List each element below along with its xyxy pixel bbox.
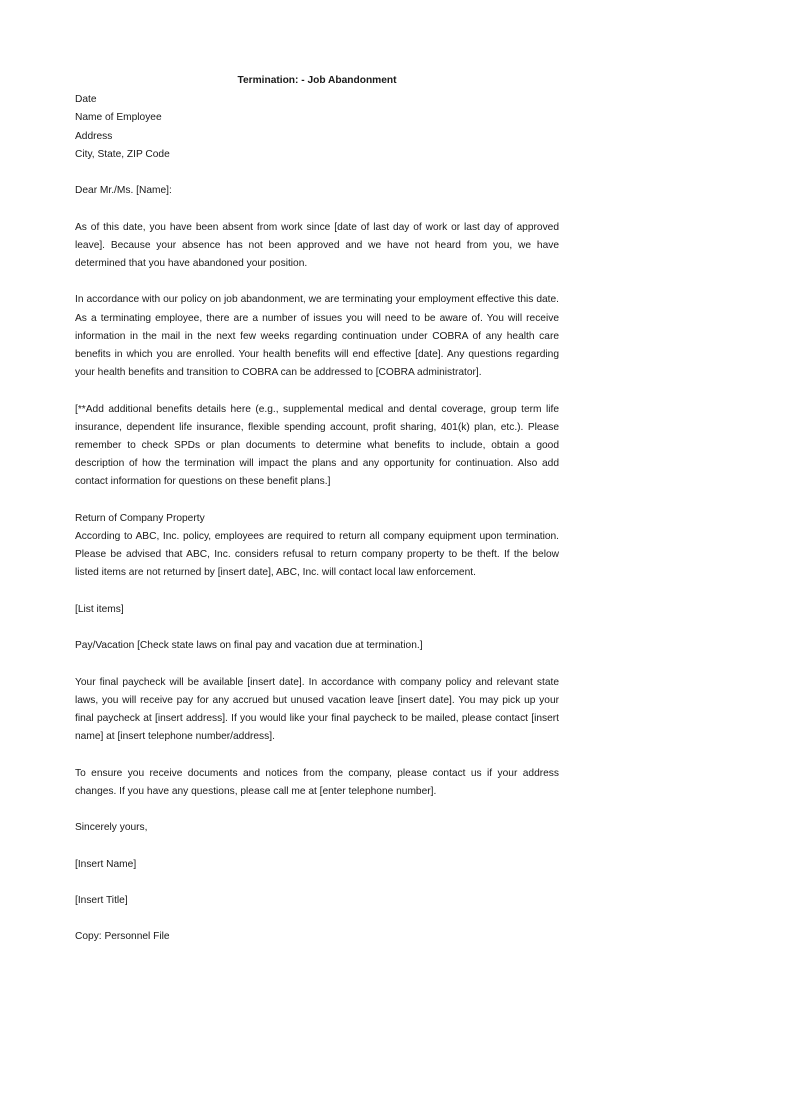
address-street: Address	[75, 130, 113, 142]
paragraph-paycheck: Your final paycheck will be available [insert date]. In accordance with company policy and relevant state laws, you will receive pay for any accrued but unused vacation leave [insert date]. You may pick up your final paycheck at [insert address]. If you would like your final paycheck to be mailed, please contact [insert name] at [insert telephone number/address].	[75, 676, 559, 743]
document-title: Termination: - Job Abandonment	[237, 75, 397, 86]
paragraph-policy: In accordance with our policy on job abandonment, we are terminating your employment effective this date. As a terminating employee, there are a number of issues you will need to be aware of. You will receive information in the mail in the next few weeks regarding continuation under COBRA of any health care benefits in which you are enrolled. Your health benefits will end effective [date]. Any questions regarding your health benefits and transition to COBRA can be addressed to [COBRA administrator].	[75, 294, 559, 379]
address-city-state-zip: City, State, ZIP Code	[75, 148, 170, 160]
paragraph-contact: To ensure you receive documents and notices from the company, please contact us if your address changes. If you have any questions, please call me at [enter telephone number].	[75, 767, 559, 797]
paragraph-benefits-note: [**Add additional benefits details here (e.g., supplemental medical and dental coverage, group term life insurance, dependent life insurance, flexible spending account, profit sharing, 401(k) plan, etc.). Please remember to check SPDs or plan documents to determine what benefits to include, obtain a good description of how the termination will impact the plans and any opportunity for continuation. Also add contact information for questions on these benefit plans.]	[75, 403, 559, 488]
address-block	[75, 91, 559, 164]
address-employee-name: Name of Employee	[75, 112, 162, 124]
letter-body	[75, 72, 559, 965]
paragraph-property: According to ABC, Inc. policy, employees are required to return all company equipment upon termination. Please be advised that ABC, Inc. considers refusal to return company property to be theft. If the below listed items are not returned by [insert date], ABC, Inc. will contact local law enforcement.	[75, 531, 559, 579]
list-items-placeholder: [List items]	[75, 603, 124, 615]
pay-vacation-heading: Pay/Vacation [Check state laws on final pay and vacation due at termination.]	[75, 640, 423, 652]
closing: Sincerely yours,	[75, 822, 148, 834]
paragraph-absence: As of this date, you have been absent from work since [date of last day of work or last day of approved leave]. Because your absence has not been approved and we have not heard from you, we have determined that you have abandoned your position.	[75, 221, 559, 269]
copy-line: Copy: Personnel File	[75, 931, 170, 943]
signature-name: [Insert Name]	[75, 858, 137, 870]
address-date: Date	[75, 94, 97, 106]
property-heading: Return of Company Property	[75, 512, 205, 524]
salutation: Dear Mr./Ms. [Name]:	[75, 185, 172, 197]
signature-title: [Insert Title]	[75, 894, 128, 906]
